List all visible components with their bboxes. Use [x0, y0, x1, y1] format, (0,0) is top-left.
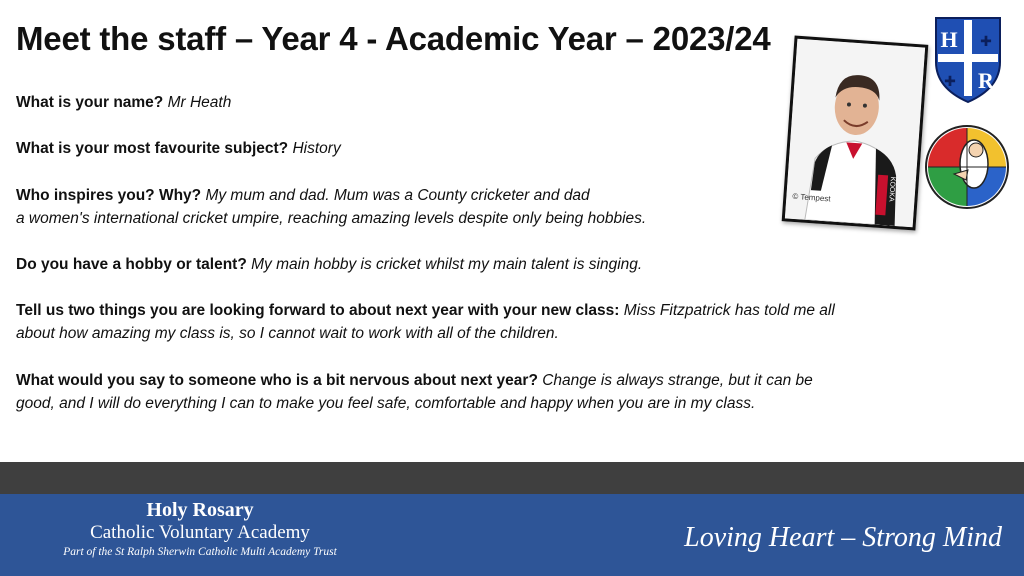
- answer-text: about how amazing my class is, so I cannot wait to work with all of the children.: [16, 325, 559, 342]
- answer-text: Change is always strange, but it can be: [542, 372, 813, 389]
- qa-looking-forward: [16, 299, 926, 345]
- svg-text:✚: ✚: [944, 73, 956, 89]
- qa-hobby: [16, 253, 926, 276]
- school-name-block: [0, 498, 400, 560]
- answer-text: good, and I will do everything I can to make you feel safe, comfortable and happy when you are in my class.: [16, 395, 756, 412]
- footer-divider-band: [0, 462, 1024, 494]
- answer-text: a women's international cricket umpire, reaching amazing levels despite only being hobbies.: [16, 210, 647, 227]
- shirt-logo-text: KOOKA: [887, 176, 896, 202]
- answer-text: Miss Fitzpatrick has told me all: [623, 302, 835, 319]
- school-type: Catholic Voluntary Academy: [90, 522, 310, 543]
- school-crest-shield-icon: [932, 14, 1004, 104]
- question-text: What is your most favourite subject?: [16, 140, 289, 157]
- question-text: Do you have a hobby or talent?: [16, 256, 247, 273]
- staff-photo: [782, 36, 929, 231]
- crest-letter-bottom: R: [978, 68, 994, 93]
- stained-glass-badge-icon: [924, 124, 1010, 210]
- answer-text: History: [292, 140, 341, 157]
- answer-text: Mr Heath: [167, 94, 232, 111]
- question-text: Who inspires you? Why?: [16, 187, 202, 204]
- trust-name: Part of the St Ralph Sherwin Catholic Multi Academy Trust: [63, 546, 337, 558]
- answer-text: My mum and dad. Mum was a County cricketer and dad: [205, 187, 590, 204]
- question-text: Tell us two things you are looking forward to about next year with your new class:: [16, 302, 620, 319]
- crest-letter-top: H: [940, 27, 958, 52]
- svg-text:✚: ✚: [980, 33, 992, 49]
- question-text: What would you say to someone who is a bit nervous about next year?: [16, 372, 538, 389]
- page-title: Meet the staff – Year 4 - Academic Year – 2023/24: [16, 20, 771, 57]
- question-text: What is your name?: [16, 94, 164, 111]
- school-name: Holy Rosary: [146, 499, 254, 521]
- photo-credit: © Tempest: [792, 191, 831, 204]
- school-motto: Loving Heart – Strong Mind: [684, 522, 1002, 553]
- answer-text: My main hobby is cricket whilst my main talent is singing.: [251, 256, 643, 273]
- qa-nervous-advice: [16, 369, 926, 415]
